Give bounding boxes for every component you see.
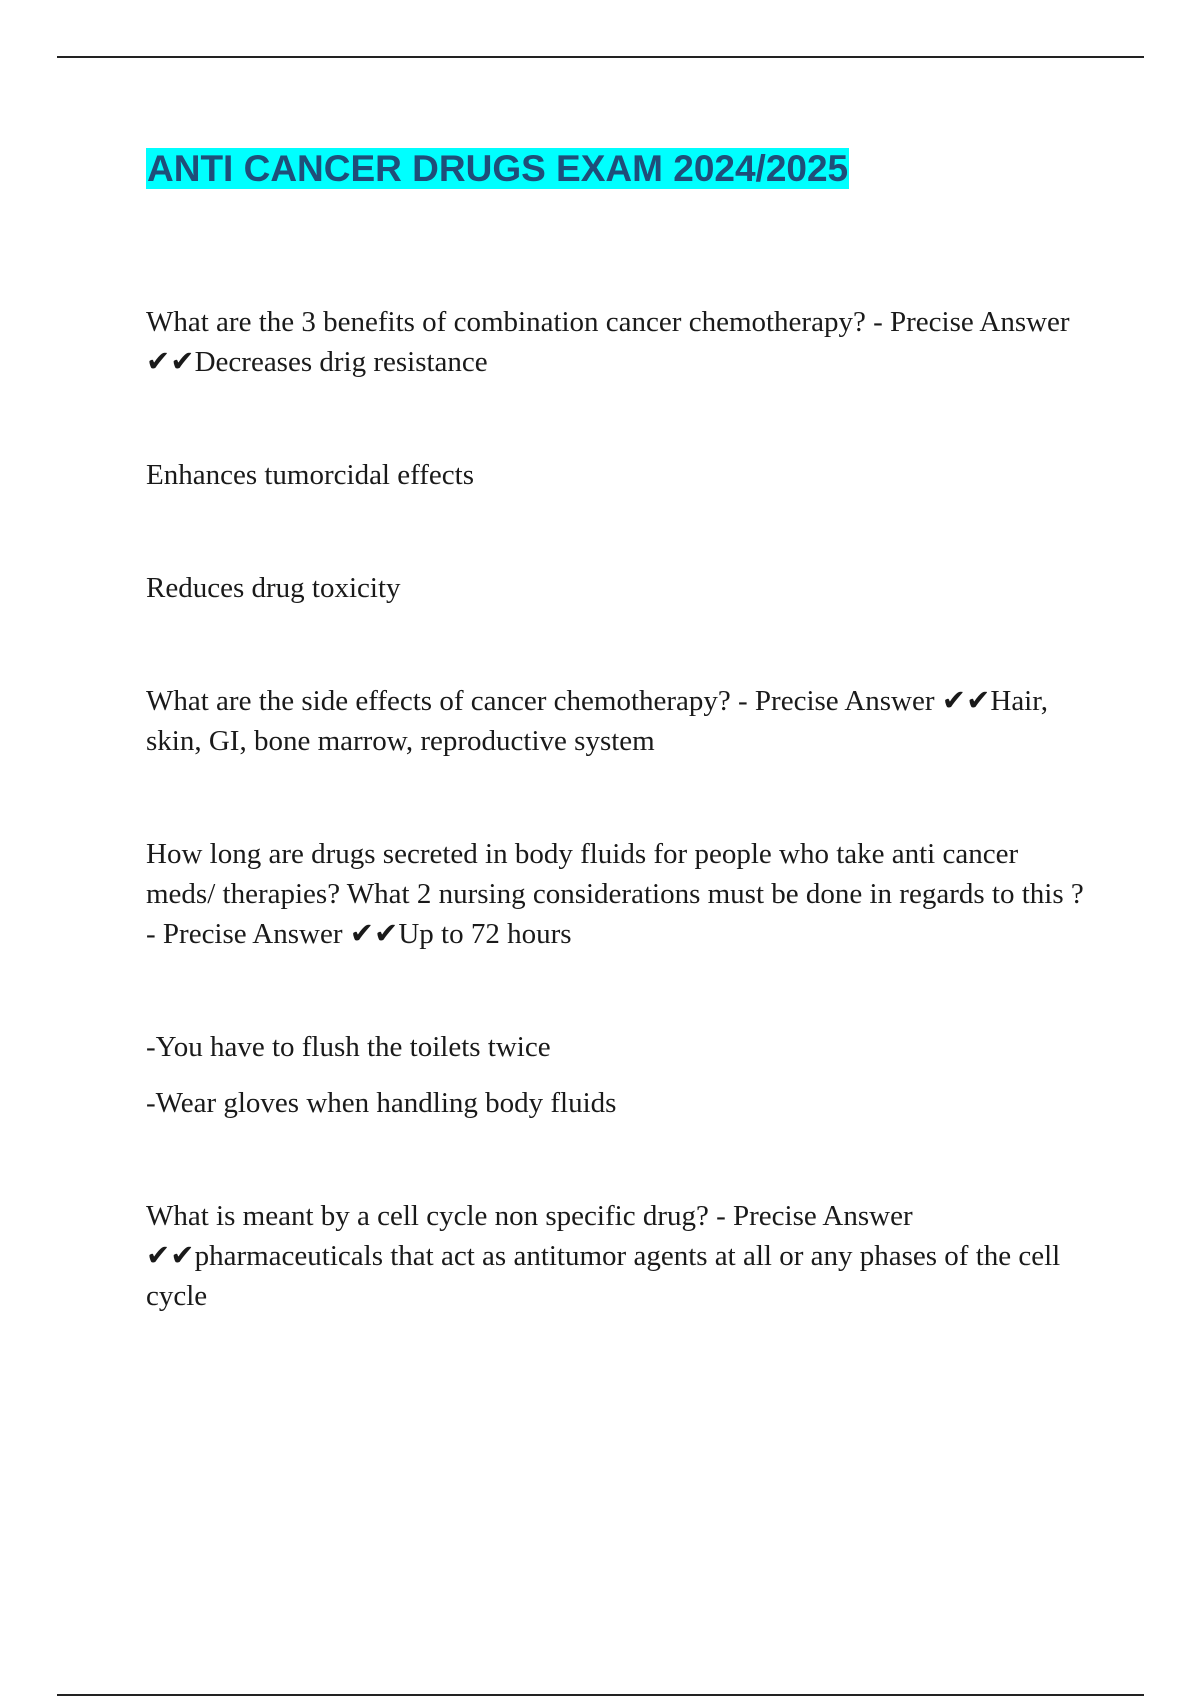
paragraph-q3-answer-2: -You have to flush the toilets twice xyxy=(146,1031,551,1063)
paragraph-q1: What are the 3 benefits of combination cancer chemotherapy? - Precise Answer ✔✔Decreases drig resistance xyxy=(146,306,1070,378)
page-title xyxy=(146,146,849,192)
top-rule xyxy=(57,56,1144,58)
bottom-rule xyxy=(57,1694,1144,1696)
paragraph-q1-answer-2: Enhances tumorcidal effects xyxy=(146,459,474,491)
paragraph-q4: What is meant by a cell cycle non specific drug? - Precise Answer ✔✔pharmaceuticals that act as antitumor agents at all or any phases of the cell cycle xyxy=(146,1200,1061,1312)
paragraph-q2: What are the side effects of cancer chemotherapy? - Precise Answer ✔✔Hair, skin, GI, bone marrow, reproductive system xyxy=(146,685,1048,757)
paragraph-q3: How long are drugs secreted in body fluids for people who take anti cancer meds/ therapies? What 2 nursing considerations must be done in regards to this ? - Precise Answer ✔✔Up to 72 hours xyxy=(146,838,1084,950)
paragraph-q1-answer-3: Reduces drug toxicity xyxy=(146,572,401,604)
document-body xyxy=(146,302,1086,1316)
title-highlight: ANTI CANCER DRUGS EXAM 2024/2025 xyxy=(147,148,849,189)
paragraph-q3-answer-3: -Wear gloves when handling body fluids xyxy=(146,1087,617,1119)
